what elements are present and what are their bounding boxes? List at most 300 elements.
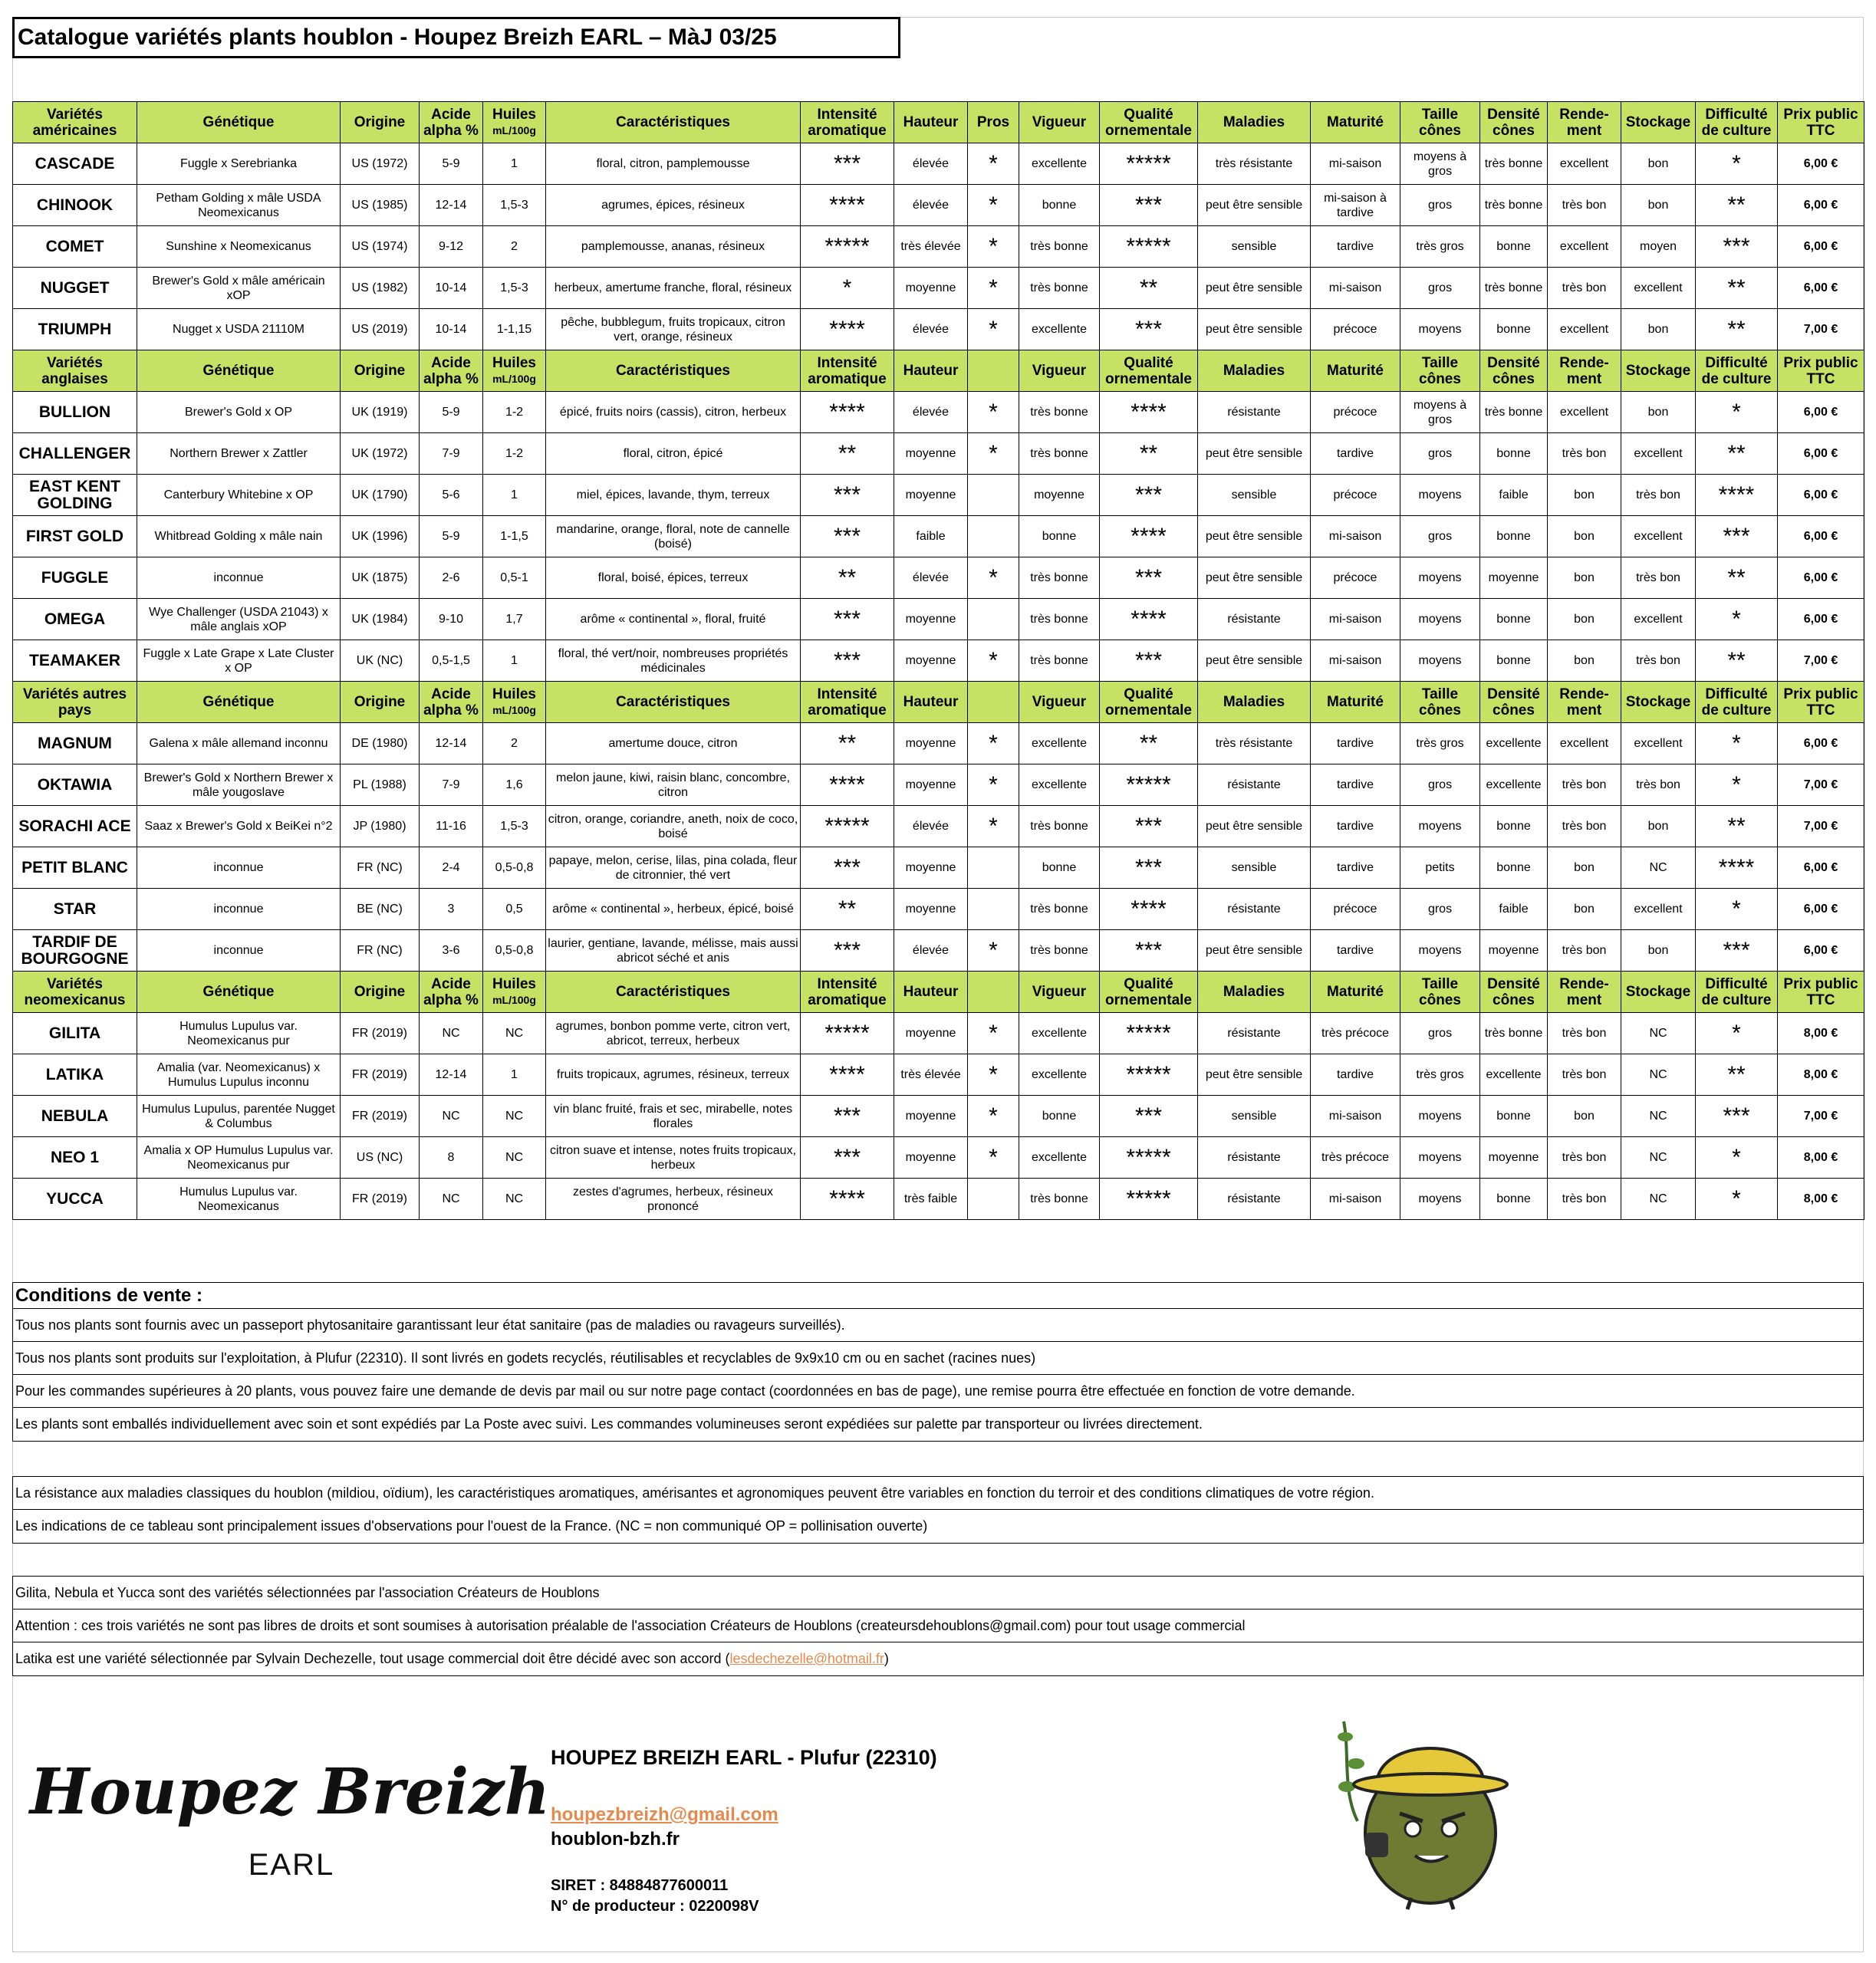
- cell-cone-size: moyens: [1400, 640, 1480, 682]
- cell-alpha-acid: 5-6: [420, 475, 483, 516]
- cell-origin: FR (2019): [341, 1096, 420, 1137]
- column-header-genetics: Génétique: [137, 682, 341, 723]
- cell-pros: *: [968, 392, 1019, 433]
- cell-genetics: Petham Golding x mâle USDA Neomexicanus: [137, 185, 341, 226]
- cell-ornamental-quality: ***: [1100, 1096, 1198, 1137]
- cell-price: 6,00 €: [1778, 475, 1864, 516]
- cell-ornamental-quality: ***: [1100, 557, 1198, 599]
- column-header-height: Hauteur: [894, 972, 968, 1013]
- cell-genetics: Whitbread Golding x mâle nain: [137, 516, 341, 557]
- cell-characteristics: floral, boisé, épices, terreux: [546, 557, 801, 599]
- cell-genetics: Humulus Lupulus var. Neomexicanus: [137, 1179, 341, 1220]
- cell-pros: *: [968, 930, 1019, 972]
- cell-diseases: peut être sensible: [1198, 309, 1311, 350]
- cell-pros: *: [968, 1137, 1019, 1179]
- cell-pros: *: [968, 806, 1019, 847]
- cell-price: 6,00 €: [1778, 143, 1864, 185]
- column-header-diseases: Maladies: [1198, 102, 1311, 143]
- cell-maturity: mi-saison: [1311, 268, 1400, 309]
- variety-name: CASCADE: [13, 143, 137, 185]
- cell-aroma-intensity: **: [801, 557, 894, 599]
- variety-row: [13, 723, 1864, 764]
- cell-aroma-intensity: *****: [801, 806, 894, 847]
- variety-row: [13, 557, 1864, 599]
- cell-maturity: tardive: [1311, 806, 1400, 847]
- rights-line-close: ): [884, 1651, 889, 1666]
- cell-ornamental-quality: **: [1100, 433, 1198, 475]
- cell-diseases: sensible: [1198, 1096, 1311, 1137]
- variety-name: PETIT BLANC: [13, 847, 137, 889]
- section-title: Variétés anglaises: [13, 350, 137, 392]
- variety-row: [13, 309, 1864, 350]
- cell-alpha-acid: 5-9: [420, 392, 483, 433]
- cell-aroma-intensity: ***: [801, 143, 894, 185]
- cell-height: moyenne: [894, 1137, 968, 1179]
- cell-genetics: Humulus Lupulus var. Neomexicanus pur: [137, 1013, 341, 1054]
- rights-box: [12, 1576, 1864, 1676]
- cell-origin: UK (1875): [341, 557, 420, 599]
- column-header-origin: Origine: [341, 350, 420, 392]
- notes-box: [12, 1476, 1864, 1544]
- cell-yield: très bon: [1548, 1179, 1621, 1220]
- cell-vigour: moyenne: [1019, 475, 1100, 516]
- cell-ornamental-quality: ****: [1100, 392, 1198, 433]
- column-header-maturity: Maturité: [1311, 102, 1400, 143]
- cell-yield: excellent: [1548, 309, 1621, 350]
- cell-oils: 1: [483, 475, 546, 516]
- column-header-cone-density: Densité cônes: [1480, 972, 1548, 1013]
- cell-difficulty: *: [1696, 1013, 1778, 1054]
- mascot-hat-brim: [1354, 1774, 1507, 1795]
- cell-genetics: Amalia (var. Neomexicanus) x Humulus Lupulus inconnu: [137, 1054, 341, 1096]
- variety-name: OMEGA: [13, 599, 137, 640]
- column-header-vigour: Vigueur: [1019, 972, 1100, 1013]
- variety-name: TRIUMPH: [13, 309, 137, 350]
- variety-row: [13, 1096, 1864, 1137]
- cell-cone-size: gros: [1400, 433, 1480, 475]
- section-header-row: [13, 102, 1864, 143]
- column-header-storage: Stockage: [1621, 102, 1696, 143]
- cell-aroma-intensity: ***: [801, 1096, 894, 1137]
- cell-alpha-acid: 12-14: [420, 185, 483, 226]
- cell-height: moyenne: [894, 889, 968, 930]
- section-header-row: [13, 350, 1864, 392]
- column-header-height: Hauteur: [894, 682, 968, 723]
- cell-cone-density: très bonne: [1480, 392, 1548, 433]
- column-header-height: Hauteur: [894, 350, 968, 392]
- cell-alpha-acid: NC: [420, 1096, 483, 1137]
- column-header-vigour: Vigueur: [1019, 102, 1100, 143]
- cell-yield: très bon: [1548, 268, 1621, 309]
- cell-maturity: tardive: [1311, 433, 1400, 475]
- cell-diseases: résistante: [1198, 1179, 1311, 1220]
- cell-origin: UK (1972): [341, 433, 420, 475]
- cell-vigour: très bonne: [1019, 930, 1100, 972]
- cell-ornamental-quality: ***: [1100, 475, 1198, 516]
- variety-row: [13, 847, 1864, 889]
- cell-vigour: bonne: [1019, 185, 1100, 226]
- cell-storage: bon: [1621, 806, 1696, 847]
- variety-row: [13, 1054, 1864, 1096]
- column-header-genetics: Génétique: [137, 350, 341, 392]
- cell-diseases: peut être sensible: [1198, 433, 1311, 475]
- column-header-ornamental-quality: Qualité ornementale: [1100, 682, 1198, 723]
- cell-vigour: très bonne: [1019, 599, 1100, 640]
- column-header-difficulty: Difficulté de culture: [1696, 350, 1778, 392]
- column-header-oils: [483, 102, 546, 143]
- cell-characteristics: pamplemousse, ananas, résineux: [546, 226, 801, 268]
- cell-alpha-acid: 11-16: [420, 806, 483, 847]
- cell-diseases: peut être sensible: [1198, 516, 1311, 557]
- cell-price: 7,00 €: [1778, 806, 1864, 847]
- cell-pros: [968, 1179, 1019, 1220]
- column-header-oils: [483, 682, 546, 723]
- cell-maturity: mi-saison à tardive: [1311, 185, 1400, 226]
- variety-name: CHINOOK: [13, 185, 137, 226]
- column-header-alpha-acid: Acide alpha %: [420, 102, 483, 143]
- cell-difficulty: *: [1696, 599, 1778, 640]
- column-header-oils-unit: mL/100g: [492, 372, 536, 385]
- cell-oils: 1,7: [483, 599, 546, 640]
- cell-characteristics: agrumes, bonbon pomme verte, citron vert, abricot, terreux, herbeux: [546, 1013, 801, 1054]
- cell-pros: *: [968, 557, 1019, 599]
- cell-characteristics: melon jaune, kiwi, raisin blanc, concombre, citron: [546, 764, 801, 806]
- cell-height: élevée: [894, 185, 968, 226]
- cell-diseases: sensible: [1198, 226, 1311, 268]
- variety-row: [13, 516, 1864, 557]
- logo-graphic: [29, 1741, 551, 1894]
- company-website[interactable]: houblon-bzh.fr: [551, 1829, 680, 1850]
- cell-vigour: bonne: [1019, 516, 1100, 557]
- variety-name: EAST KENT GOLDING: [13, 475, 137, 516]
- cell-maturity: précoce: [1311, 392, 1400, 433]
- cell-cone-density: excellente: [1480, 764, 1548, 806]
- cell-storage: NC: [1621, 1096, 1696, 1137]
- cell-vigour: très bonne: [1019, 433, 1100, 475]
- cell-difficulty: ***: [1696, 516, 1778, 557]
- cell-aroma-intensity: ***: [801, 599, 894, 640]
- column-header-oils-unit: mL/100g: [492, 123, 536, 136]
- column-header-cone-size: Taille cônes: [1400, 350, 1480, 392]
- cell-storage: NC: [1621, 1013, 1696, 1054]
- cell-ornamental-quality: *****: [1100, 226, 1198, 268]
- cell-origin: US (2019): [341, 309, 420, 350]
- condition-line: Les plants sont emballés individuellement avec soin et sont expédiés par La Poste avec suivi. Les commandes volumineuses seront expédiées sur palette par transporteur ou livrées directement.: [15, 1416, 1203, 1432]
- cell-height: moyenne: [894, 268, 968, 309]
- variety-row: [13, 226, 1864, 268]
- cell-vigour: excellente: [1019, 723, 1100, 764]
- cell-cone-density: bonne: [1480, 806, 1548, 847]
- cell-ornamental-quality: **: [1100, 723, 1198, 764]
- cell-storage: NC: [1621, 847, 1696, 889]
- cell-oils: 1-2: [483, 433, 546, 475]
- cell-diseases: peut être sensible: [1198, 930, 1311, 972]
- cell-pros: [968, 516, 1019, 557]
- company-siret: SIRET : 84884877600011: [551, 1877, 729, 1894]
- cell-difficulty: **: [1696, 640, 1778, 682]
- cell-cone-size: gros: [1400, 889, 1480, 930]
- cell-price: 6,00 €: [1778, 930, 1864, 972]
- cell-origin: FR (2019): [341, 1013, 420, 1054]
- cell-ornamental-quality: **: [1100, 268, 1198, 309]
- note-line: Les indications de ce tableau sont principalement issues d'observations pour l'ouest de la France. (NC = non communiqué OP = pollinisation ouverte): [15, 1518, 928, 1534]
- cell-cone-size: gros: [1400, 1013, 1480, 1054]
- cell-cone-size: moyens: [1400, 599, 1480, 640]
- cell-genetics: inconnue: [137, 930, 341, 972]
- cell-ornamental-quality: ***: [1100, 640, 1198, 682]
- column-header-storage: Stockage: [1621, 682, 1696, 723]
- section-title: Variétés autres pays: [13, 682, 137, 723]
- cell-yield: très bon: [1548, 764, 1621, 806]
- cell-characteristics: citron suave et intense, notes fruits tropicaux, herbeux: [546, 1137, 801, 1179]
- cell-characteristics: agrumes, épices, résineux: [546, 185, 801, 226]
- cell-yield: bon: [1548, 847, 1621, 889]
- cell-alpha-acid: 3: [420, 889, 483, 930]
- cell-ornamental-quality: *****: [1100, 1137, 1198, 1179]
- cell-genetics: Amalia x OP Humulus Lupulus var. Neomexicanus pur: [137, 1137, 341, 1179]
- cell-cone-size: très gros: [1400, 226, 1480, 268]
- cell-alpha-acid: 0,5-1,5: [420, 640, 483, 682]
- cell-genetics: Fuggle x Serebrianka: [137, 143, 341, 185]
- cell-difficulty: ***: [1696, 930, 1778, 972]
- cell-maturity: mi-saison: [1311, 640, 1400, 682]
- cell-characteristics: zestes d'agrumes, herbeux, résineux prononcé: [546, 1179, 801, 1220]
- variety-row: [13, 806, 1864, 847]
- cell-genetics: Northern Brewer x Zattler: [137, 433, 341, 475]
- variety-row: [13, 930, 1864, 972]
- column-header-pros: Pros: [968, 102, 1019, 143]
- variety-row: [13, 185, 1864, 226]
- cell-storage: excellent: [1621, 433, 1696, 475]
- cell-yield: bon: [1548, 1096, 1621, 1137]
- cell-cone-size: moyens: [1400, 1179, 1480, 1220]
- cell-aroma-intensity: ****: [801, 1179, 894, 1220]
- column-header-alpha-acid: Acide alpha %: [420, 972, 483, 1013]
- cell-maturity: précoce: [1311, 475, 1400, 516]
- cell-height: moyenne: [894, 764, 968, 806]
- cell-characteristics: papaye, melon, cerise, lilas, pina colada, fleur de citronnier, thé vert: [546, 847, 801, 889]
- cell-genetics: Brewer's Gold x Northern Brewer x mâle yougoslave: [137, 764, 341, 806]
- cell-characteristics: laurier, gentiane, lavande, mélisse, mais aussi abricot séché et anis: [546, 930, 801, 972]
- cell-storage: bon: [1621, 143, 1696, 185]
- cell-vigour: très bonne: [1019, 1179, 1100, 1220]
- cell-cone-density: bonne: [1480, 1179, 1548, 1220]
- cell-height: moyenne: [894, 723, 968, 764]
- cell-alpha-acid: 5-9: [420, 516, 483, 557]
- cell-cone-size: moyens: [1400, 806, 1480, 847]
- cell-storage: bon: [1621, 185, 1696, 226]
- cell-vigour: excellente: [1019, 1013, 1100, 1054]
- company-producer-number: N° de producteur : 0220098V: [551, 1898, 759, 1915]
- conditions-heading: Conditions de vente :: [13, 1283, 1863, 1309]
- cell-origin: UK (1790): [341, 475, 420, 516]
- column-header-oils: Huiles: [492, 686, 537, 702]
- cell-cone-density: moyenne: [1480, 930, 1548, 972]
- cell-yield: très bon: [1548, 1013, 1621, 1054]
- cell-alpha-acid: 7-9: [420, 433, 483, 475]
- cell-oils: NC: [483, 1013, 546, 1054]
- cell-ornamental-quality: ****: [1100, 516, 1198, 557]
- cell-cone-density: bonne: [1480, 433, 1548, 475]
- cell-difficulty: **: [1696, 806, 1778, 847]
- cell-pros: [968, 847, 1019, 889]
- cell-characteristics: floral, thé vert/noir, nombreuses propriétés médicinales: [546, 640, 801, 682]
- cell-price: 8,00 €: [1778, 1137, 1864, 1179]
- cell-cone-density: moyenne: [1480, 1137, 1548, 1179]
- variety-name: TARDIF DE BOURGOGNE: [13, 930, 137, 972]
- column-header-storage: Stockage: [1621, 972, 1696, 1013]
- variety-row: [13, 1013, 1864, 1054]
- cell-price: 8,00 €: [1778, 1054, 1864, 1096]
- cell-oils: 1,6: [483, 764, 546, 806]
- column-header-price: Prix public TTC: [1778, 682, 1864, 723]
- cell-origin: US (1982): [341, 268, 420, 309]
- cell-cone-density: très bonne: [1480, 143, 1548, 185]
- cell-ornamental-quality: ****: [1100, 599, 1198, 640]
- cell-pros: [968, 475, 1019, 516]
- cell-characteristics: citron, orange, coriandre, aneth, noix de coco, boisé: [546, 806, 801, 847]
- column-header-yield: Rende-ment: [1548, 682, 1621, 723]
- logo-wordmark: Houpez Breizh: [29, 1755, 551, 1829]
- variety-name: FUGGLE: [13, 557, 137, 599]
- cell-cone-density: bonne: [1480, 599, 1548, 640]
- column-header-origin: Origine: [341, 682, 420, 723]
- cell-difficulty: **: [1696, 433, 1778, 475]
- cell-aroma-intensity: ***: [801, 640, 894, 682]
- variety-row: [13, 1137, 1864, 1179]
- cell-pros: *: [968, 1054, 1019, 1096]
- cell-vigour: excellente: [1019, 1054, 1100, 1096]
- cell-maturity: tardive: [1311, 930, 1400, 972]
- cell-alpha-acid: 12-14: [420, 1054, 483, 1096]
- rights-line: Gilita, Nebula et Yucca sont des variétés sélectionnées par l'association Créateurs de Houblons: [13, 1577, 1863, 1610]
- cell-vigour: excellente: [1019, 1137, 1100, 1179]
- cell-pros: *: [968, 1013, 1019, 1054]
- cell-cone-density: bonne: [1480, 516, 1548, 557]
- cell-aroma-intensity: ****: [801, 309, 894, 350]
- company-email-link[interactable]: houpezbreizh@gmail.com: [551, 1804, 778, 1825]
- cell-origin: FR (2019): [341, 1054, 420, 1096]
- column-header-aroma-intensity: Intensité aromatique: [801, 972, 894, 1013]
- column-header-alpha-acid: Acide alpha %: [420, 682, 483, 723]
- cell-characteristics: arôme « continental », floral, fruité: [546, 599, 801, 640]
- cell-origin: US (NC): [341, 1137, 420, 1179]
- cell-aroma-intensity: ***: [801, 1137, 894, 1179]
- cell-pros: *: [968, 226, 1019, 268]
- cell-price: 8,00 €: [1778, 1179, 1864, 1220]
- cell-characteristics: épicé, fruits noirs (cassis), citron, herbeux: [546, 392, 801, 433]
- column-header-oils: Huiles: [492, 106, 537, 123]
- cell-height: faible: [894, 516, 968, 557]
- cell-pros: *: [968, 640, 1019, 682]
- cell-oils: 1: [483, 143, 546, 185]
- cell-vigour: excellente: [1019, 143, 1100, 185]
- cell-difficulty: **: [1696, 185, 1778, 226]
- column-header-yield: Rende-ment: [1548, 972, 1621, 1013]
- cell-maturity: mi-saison: [1311, 1096, 1400, 1137]
- variety-row: [13, 392, 1864, 433]
- cell-ornamental-quality: ***: [1100, 930, 1198, 972]
- cell-storage: excellent: [1621, 723, 1696, 764]
- cell-diseases: sensible: [1198, 475, 1311, 516]
- cell-cone-size: moyens: [1400, 930, 1480, 972]
- cell-height: élevée: [894, 309, 968, 350]
- cell-cone-density: bonne: [1480, 847, 1548, 889]
- cell-yield: bon: [1548, 599, 1621, 640]
- cell-aroma-intensity: ****: [801, 185, 894, 226]
- cell-oils: 0,5-0,8: [483, 930, 546, 972]
- cell-storage: NC: [1621, 1054, 1696, 1096]
- cell-diseases: résistante: [1198, 392, 1311, 433]
- cell-cone-size: moyens: [1400, 1137, 1480, 1179]
- cell-storage: NC: [1621, 1137, 1696, 1179]
- column-header-maturity: Maturité: [1311, 972, 1400, 1013]
- cell-vigour: très bonne: [1019, 557, 1100, 599]
- cell-pros: *: [968, 268, 1019, 309]
- cell-aroma-intensity: *****: [801, 1013, 894, 1054]
- cell-oils: 1-2: [483, 392, 546, 433]
- cell-characteristics: miel, épices, lavande, thym, terreux: [546, 475, 801, 516]
- cell-characteristics: arôme « continental », herbeux, épicé, boisé: [546, 889, 801, 930]
- cell-cone-size: moyens: [1400, 1096, 1480, 1137]
- cell-aroma-intensity: ***: [801, 475, 894, 516]
- conditions-box: [12, 1282, 1864, 1442]
- column-header-diseases: Maladies: [1198, 682, 1311, 723]
- cell-oils: 1-1,5: [483, 516, 546, 557]
- cell-pros: *: [968, 185, 1019, 226]
- cell-storage: NC: [1621, 1179, 1696, 1220]
- cell-height: moyenne: [894, 1013, 968, 1054]
- column-header-difficulty: Difficulté de culture: [1696, 972, 1778, 1013]
- cell-genetics: inconnue: [137, 557, 341, 599]
- cell-difficulty: ***: [1696, 1096, 1778, 1137]
- cell-genetics: Canterbury Whitebine x OP: [137, 475, 341, 516]
- cell-origin: US (1985): [341, 185, 420, 226]
- cell-cone-density: excellente: [1480, 723, 1548, 764]
- cell-diseases: résistante: [1198, 599, 1311, 640]
- catalogue-table: [12, 101, 1864, 1220]
- cell-vigour: excellente: [1019, 764, 1100, 806]
- variety-row: [13, 433, 1864, 475]
- cell-genetics: Saaz x Brewer's Gold x BeiKei n°2: [137, 806, 341, 847]
- cell-oils: 1,5-3: [483, 806, 546, 847]
- cell-oils: NC: [483, 1179, 546, 1220]
- cell-vigour: très bonne: [1019, 889, 1100, 930]
- column-header-price: Prix public TTC: [1778, 350, 1864, 392]
- cell-difficulty: **: [1696, 309, 1778, 350]
- column-header-aroma-intensity: Intensité aromatique: [801, 350, 894, 392]
- cell-cone-density: moyenne: [1480, 557, 1548, 599]
- cell-maturity: mi-saison: [1311, 516, 1400, 557]
- cell-oils: 0,5: [483, 889, 546, 930]
- cell-diseases: peut être sensible: [1198, 806, 1311, 847]
- cell-pros: *: [968, 764, 1019, 806]
- column-header-yield: Rende-ment: [1548, 102, 1621, 143]
- mascot-eye: [1405, 1821, 1420, 1836]
- cell-cone-size: gros: [1400, 764, 1480, 806]
- column-header-genetics: Génétique: [137, 972, 341, 1013]
- cell-oils: 2: [483, 723, 546, 764]
- cell-yield: très bon: [1548, 806, 1621, 847]
- variety-row: [13, 640, 1864, 682]
- cell-origin: US (1972): [341, 143, 420, 185]
- dechezelle-email-link[interactable]: lesdechezelle@hotmail.fr: [729, 1651, 884, 1666]
- section-header-row: [13, 972, 1864, 1013]
- cell-diseases: très résistante: [1198, 143, 1311, 185]
- cell-oils: 0,5-0,8: [483, 847, 546, 889]
- cell-difficulty: *: [1696, 1137, 1778, 1179]
- cell-cone-density: excellente: [1480, 1054, 1548, 1096]
